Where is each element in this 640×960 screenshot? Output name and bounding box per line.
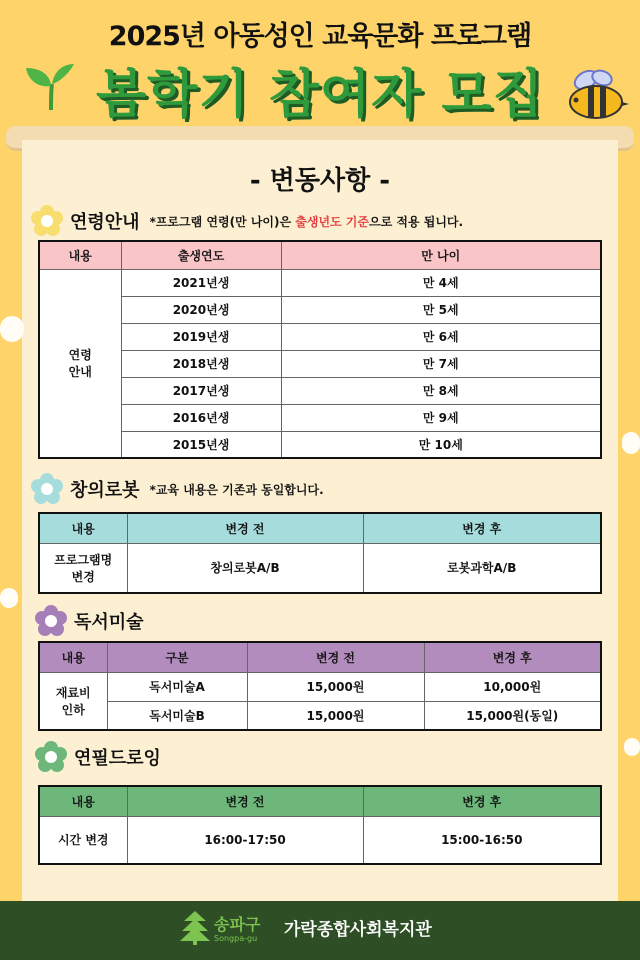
before-cell: 15,000원	[247, 672, 424, 701]
after-cell: 10,000원	[424, 672, 601, 701]
after-cell: 15,000원(동일)	[424, 701, 601, 730]
age-cell: 만 4세	[281, 269, 601, 296]
age-cell: 만 10세	[281, 431, 601, 458]
section-robot-title: 창의로봇	[70, 480, 140, 501]
section-pencil-header	[34, 740, 161, 774]
section-robot-header	[30, 472, 324, 506]
art-table	[38, 641, 602, 731]
birth-year-cell: 2020년생	[121, 296, 281, 323]
header-cell: 출생연도	[121, 241, 281, 269]
table-row	[39, 377, 601, 404]
row-label: 프로그램명 변경	[39, 543, 127, 593]
after-cell: 15:00-16:50	[363, 816, 601, 864]
flower-icon	[34, 740, 68, 774]
header-cell: 만 나이	[281, 241, 601, 269]
type-cell: 독서미술A	[107, 672, 247, 701]
footer-brand-en: Songpa-gu	[214, 934, 258, 943]
pencil-table	[38, 785, 602, 865]
section-pencil-title: 연필드로잉	[74, 748, 161, 769]
header-cell: 변경 후	[424, 642, 601, 672]
age-cell: 만 7세	[281, 350, 601, 377]
section-age-note: *프로그램 연령(만 나이)은 출생년도 기준으로 적용 됩니다.	[149, 214, 464, 229]
birth-year-cell: 2019년생	[121, 323, 281, 350]
before-cell: 16:00-17:50	[127, 816, 363, 864]
robot-table	[38, 512, 602, 594]
cloud-decoration	[624, 738, 640, 756]
table-row	[39, 543, 601, 593]
table-row	[39, 701, 601, 730]
birth-year-cell: 2016년생	[121, 404, 281, 431]
header-cell: 변경 후	[363, 786, 601, 816]
section-art-header	[34, 604, 144, 638]
footer-brand: 송파구	[214, 915, 261, 934]
section-robot-note: *교육 내용은 기존과 동일합니다.	[149, 482, 324, 497]
age-table	[38, 240, 602, 459]
table-row	[39, 816, 601, 864]
age-cell: 만 8세	[281, 377, 601, 404]
table-row	[39, 672, 601, 701]
footer-organization: 가락종합사회복지관	[284, 920, 432, 940]
table-row	[39, 350, 601, 377]
header-cell: 내용	[39, 642, 107, 672]
type-cell: 독서미술B	[107, 701, 247, 730]
flower-icon	[30, 204, 64, 238]
birth-year-cell: 2015년생	[121, 431, 281, 458]
bee-icon	[566, 68, 630, 122]
cloud-decoration	[622, 432, 640, 454]
table-header-row	[39, 241, 601, 269]
section-age-title: 연령안내	[70, 212, 140, 233]
before-cell: 15,000원	[247, 701, 424, 730]
table-header-row	[39, 513, 601, 543]
header-cell: 내용	[39, 241, 121, 269]
birth-year-cell: 2021년생	[121, 269, 281, 296]
header-cell: 내용	[39, 786, 127, 816]
table-row	[39, 296, 601, 323]
cloud-decoration	[0, 316, 24, 342]
row-label: 재료비 인하	[39, 672, 107, 730]
table-header-row	[39, 642, 601, 672]
header-cell: 변경 전	[127, 513, 363, 543]
section-age-header	[30, 204, 463, 238]
row-label: 시간 변경	[39, 816, 127, 864]
header-cell: 내용	[39, 513, 127, 543]
header-main-title: 봄학기 참여자 모집	[95, 65, 545, 125]
flower-icon	[34, 604, 68, 638]
changes-title: - 변동사항 -	[249, 166, 391, 196]
header-cell: 구분	[107, 642, 247, 672]
flower-icon	[30, 472, 64, 506]
table-row	[39, 323, 601, 350]
header-cell: 변경 전	[127, 786, 363, 816]
table-row	[39, 404, 601, 431]
section-art-title: 독서미술	[74, 612, 144, 633]
before-cell: 창의로봇A/B	[127, 543, 363, 593]
after-cell: 로봇과학A/B	[363, 543, 601, 593]
table-row	[39, 431, 601, 458]
age-cell: 만 9세	[281, 404, 601, 431]
header-cell: 변경 전	[247, 642, 424, 672]
age-cell: 만 5세	[281, 296, 601, 323]
songpa-logo-icon	[180, 909, 210, 945]
row-label: 연령 안내	[39, 269, 121, 458]
table-header-row	[39, 786, 601, 816]
table-row	[39, 269, 601, 296]
cloud-decoration	[0, 588, 18, 608]
birth-year-cell: 2017년생	[121, 377, 281, 404]
age-cell: 만 6세	[281, 323, 601, 350]
birth-year-cell: 2018년생	[121, 350, 281, 377]
header-top-title: 2025년 아동성인 교육문화 프로그램	[108, 21, 532, 52]
header-cell: 변경 후	[363, 513, 601, 543]
